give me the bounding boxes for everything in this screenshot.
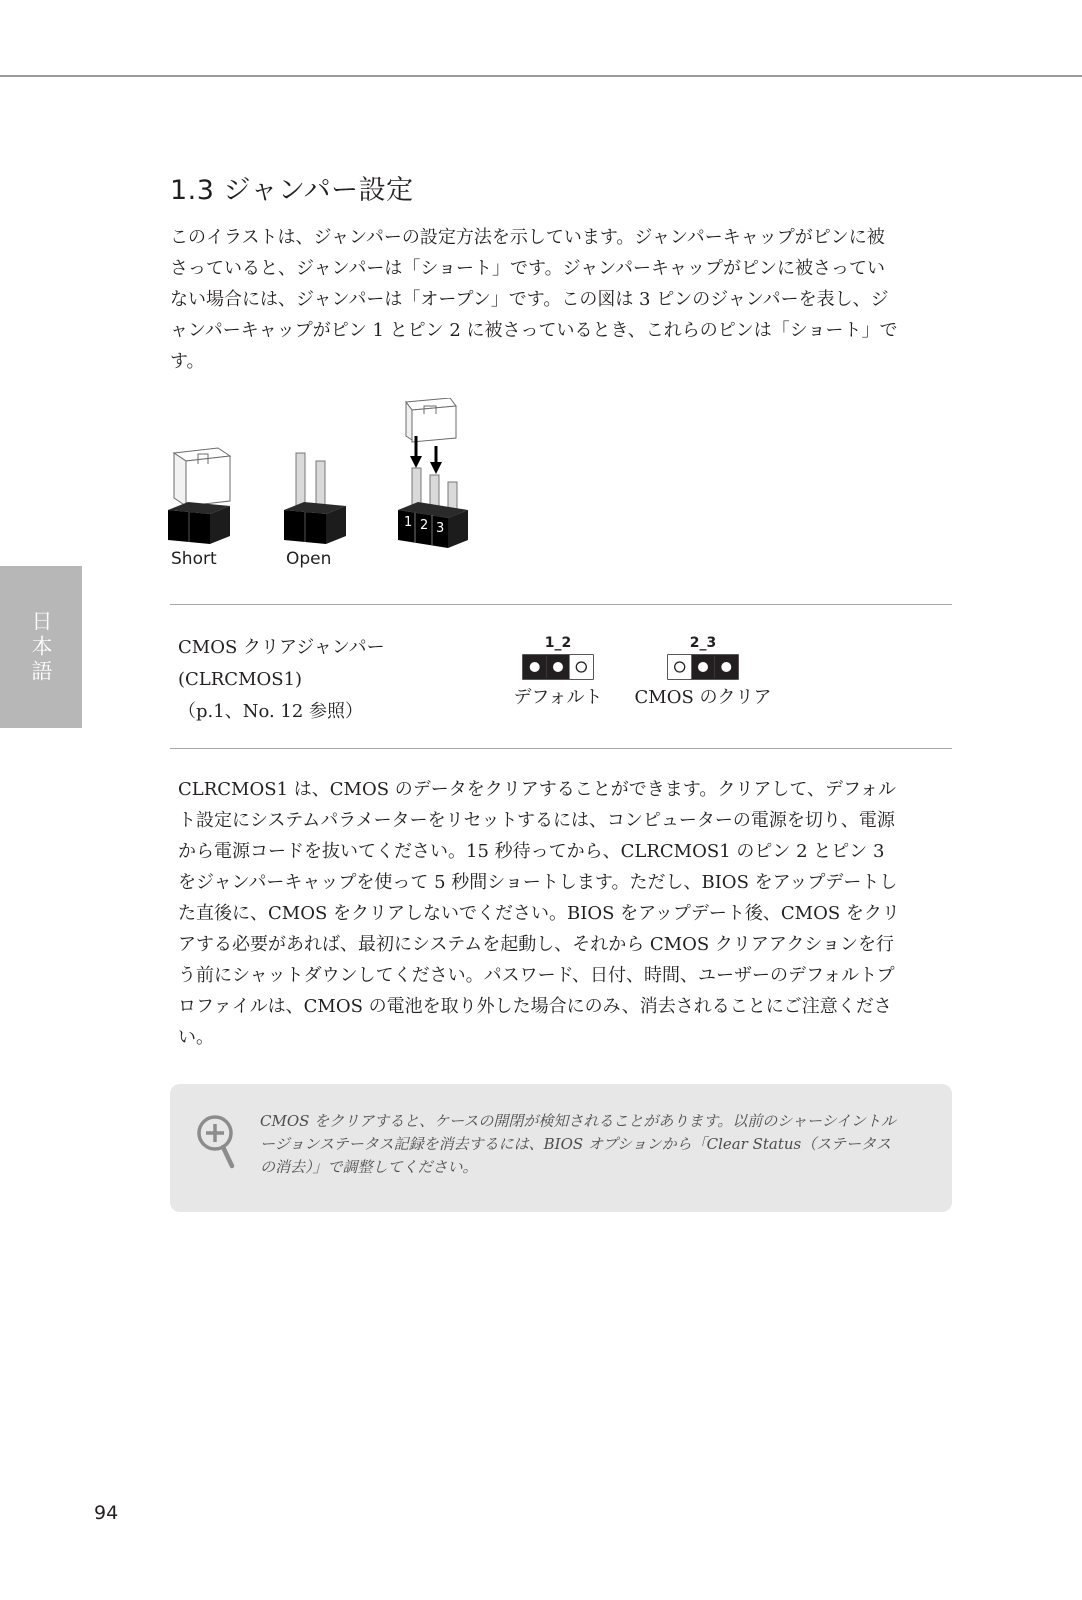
note-box [170, 1084, 952, 1212]
jumper-diagram-2-3 [667, 654, 739, 680]
jumper-setting-default [507, 635, 609, 711]
note-text: CMOS をクリアすると、ケースの開閉が検知されることがあります。以前のシャーシイントルージョンステータス記録を消去するには、BIOS オプションから「Clear Status（ステータスの消去）」で調整してください。 [260, 1112, 896, 1176]
pin-dot-3 [721, 662, 731, 672]
intro-paragraph: このイラストは、ジャンパーの設定方法を示しています。ジャンパーキャップがピンに被さっていると、ジャンパーは「ショート」です。ジャンパーキャップがピンに被さっていない場合には、ジャンパーは「オープン」です。この図は 3 ピンのジャンパーを表し、ジャンパーキャップがピン 1 とピン 2 に被さっているとき、これらのピンは「ショート」です。 [170, 227, 898, 372]
jumper-diagram-1-2 [522, 654, 594, 680]
cmos-jumper-name [178, 632, 498, 728]
pin-dot-3 [576, 662, 586, 672]
pins-label-2-3: 2_3 [689, 635, 717, 651]
pin-number-2: 2 [420, 518, 429, 533]
open-jumper-figure [284, 453, 346, 544]
table-bottom-rule [170, 748, 952, 749]
language-side-tab [0, 566, 82, 728]
language-label: 日本語 [29, 609, 53, 685]
pin-number-3: 3 [436, 521, 445, 536]
pin-dot-1 [530, 662, 540, 672]
setting-desc-clear: CMOS のクリア [634, 687, 772, 708]
jumper-illustration [168, 398, 498, 580]
cmos-jumper-title: CMOS クリアジャンパー [178, 637, 385, 658]
short-label: Short [171, 549, 217, 569]
pin-dot-2 [698, 662, 708, 672]
magnifier-note-icon [196, 1114, 236, 1174]
pin-number-1: 1 [404, 515, 413, 530]
section-heading: 1.3 ジャンパー設定 [170, 175, 414, 206]
jumper-setting-clear [628, 635, 778, 711]
short-jumper-figure [168, 448, 230, 544]
table-top-rule [170, 604, 952, 605]
cmos-jumper-reference: （p.1、No. 12 参照） [178, 701, 364, 722]
cmos-jumper-id: (CLRCMOS1) [178, 669, 303, 690]
body-paragraph: CLRCMOS1 は、CMOS のデータをクリアすることができます。クリアして、デフォルト設定にシステムパラメーターをリセットするには、コンピューターの電源を切り、電源から電源コードを抜いてください。15 秒待ってから、CLRCMOS1 のピン 2 とピン 3 をジャンパーキャップを使って 5 秒間ショートします。ただし、BIOS をアップデートした直後に、CMOS をクリアしないでください。BIOS をアップデート後、CMOS をクリアする必要があれば、最初にシステムを起動し、それから CMOS クリアアクションを行う前にシャットダウンしてください。パスワード、日付、時間、ユーザーのデフォルトプロファイルは、CMOS の電池を取り外した場合にのみ、消去されることにご注意ください。 [178, 779, 900, 1048]
open-label: Open [286, 549, 332, 569]
pins-label-1-2: 1_2 [544, 635, 572, 651]
top-rule [0, 75, 1082, 77]
setting-desc-default: デフォルト [513, 687, 603, 708]
pin-dot-1 [675, 662, 685, 672]
page-number: 94 [94, 1502, 119, 1524]
pin-dot-2 [553, 662, 563, 672]
